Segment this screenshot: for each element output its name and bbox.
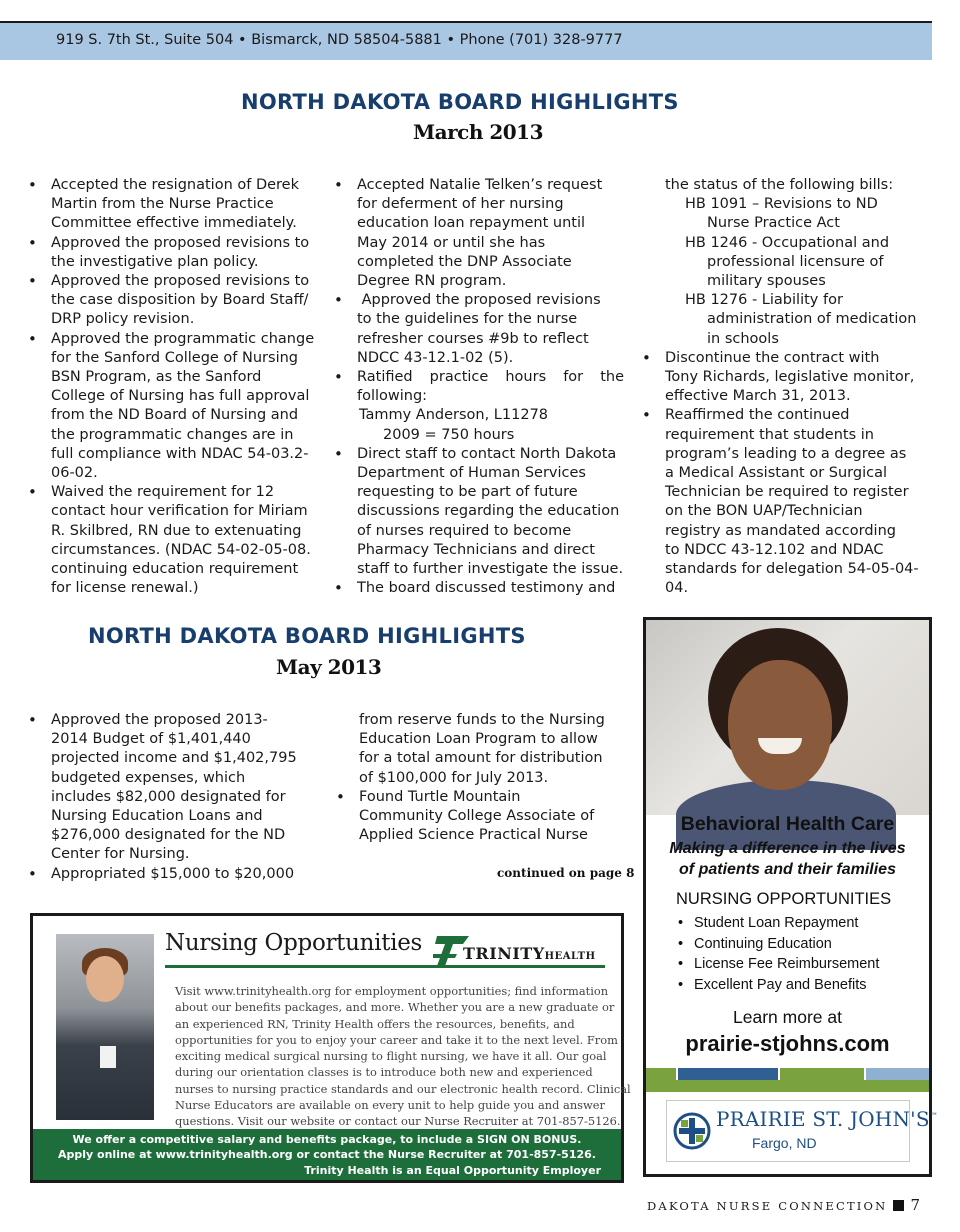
text-line: Education Loan Program to allow — [359, 731, 598, 748]
text-line: refresher courses #9b to reflect — [357, 330, 589, 347]
text-line: military spouses — [707, 273, 826, 290]
text-line: • Approved the proposed revisions — [357, 292, 601, 309]
text-line: budgeted expenses, which — [51, 769, 246, 786]
prairie-cross-icon — [673, 1112, 711, 1150]
text-line: • Discontinue the contract with — [665, 349, 880, 366]
text-line: Degree RN program. — [357, 273, 507, 290]
text-line: administration of medication — [707, 311, 917, 328]
prairie-logo-trademark: ™ — [929, 1111, 938, 1121]
trinity-body-line: about our benefits packages, and more. Whether you are a new graduate or — [175, 1000, 615, 1015]
text-line: education loan repayment until — [357, 215, 586, 232]
bullet-list — [332, 176, 624, 598]
text-line: the programmatic changes are in — [51, 426, 294, 443]
march-section-title: NORTH DAKOTA BOARD HIGHLIGHTS — [241, 90, 679, 114]
text-line: registry as mandated according — [665, 522, 896, 539]
trinity-logo-word: TRINITY — [463, 944, 545, 963]
text-line: BSN Program, as the Sanford — [51, 369, 262, 386]
text-line: full compliance with NDAC 54-03.2- — [51, 445, 309, 462]
prairie-logo-wordmark: PRAIRIE ST. JOHN'S — [716, 1107, 930, 1131]
march-section-date: March 2013 — [413, 120, 543, 144]
text-line: R. Skilbred, RN due to extenuating — [51, 522, 302, 539]
text-line: completed the DNP Associate — [357, 253, 572, 270]
text-line: • Accepted the resignation of Derek — [51, 177, 300, 193]
text-line: • Reaffirmed the continued — [665, 407, 850, 424]
bullet-item — [640, 406, 925, 598]
text-line: effective March 31, 2013. — [665, 388, 851, 405]
text-line: the investigative plan policy. — [51, 253, 259, 270]
trinity-body-line: opportunities for you to enjoy your career and take it to the next level. From — [175, 1032, 618, 1047]
trinity-body-line: an experienced RN, Trinity Health offers the resources, benefits, and — [175, 1016, 575, 1031]
text-line: • Direct staff to contact North Dakota — [357, 445, 617, 462]
text-line: the status of the following bills: — [665, 177, 894, 193]
text-line: contact hour verification for Miriam — [51, 503, 308, 520]
trinity-ad-rule — [165, 965, 605, 968]
prairie-benefit-item: • License Fee Reimbursement — [678, 954, 879, 975]
may-column-2 — [334, 711, 626, 845]
bullet-item — [332, 368, 624, 445]
text-line: • Ratified practice hours for the — [357, 369, 624, 386]
bullet-item — [26, 176, 321, 234]
text-line: Applied Science Practical Nurse — [359, 827, 588, 844]
prairie-logo-name — [716, 1107, 938, 1131]
text-line: Nurse Practice Act — [707, 215, 840, 232]
bullet-item — [332, 291, 624, 368]
nurse-portrait-photo — [646, 620, 929, 815]
text-line: of nurses required to become — [357, 522, 572, 539]
text-line: Martin from the Nurse Practice — [51, 196, 274, 213]
text-line: projected income and $1,402,795 — [51, 750, 297, 767]
text-line: the case disposition by Board Staff/ — [51, 292, 309, 309]
text-line: in schools — [707, 330, 779, 347]
may-section-title: NORTH DAKOTA BOARD HIGHLIGHTS — [88, 624, 526, 648]
text-line: Technician be required to register — [665, 484, 909, 501]
trinity-footer-line-1: We offer a competitive salary and benefits package, to include a SIGN ON BONUS. — [72, 1133, 582, 1146]
prairie-tagline — [646, 838, 929, 880]
text-line: Committee effective immediately. — [51, 215, 297, 232]
text-line: • Approved the proposed revisions to — [51, 234, 310, 251]
text-line: Center for Nursing. — [51, 846, 190, 863]
trinity-body-line: questions. Visit our website or contact our Nurse Recruiter at 701-857-5126. — [175, 1114, 621, 1129]
bullet-item — [26, 865, 321, 884]
trinity-body-line: Nurse Educators are available on every unit to help guide you and answer — [175, 1098, 605, 1113]
text-line: 2009 = 750 hours — [383, 426, 515, 443]
text-line: for the Sanford College of Nursing — [51, 349, 298, 366]
text-line: • Appropriated $15,000 to $20,000 — [51, 865, 295, 882]
text-line: $276,000 designated for the ND — [51, 827, 286, 844]
bullet-item — [332, 176, 624, 291]
trinity-ad-title: Nursing Opportunities — [165, 930, 423, 956]
header-address: 919 S. 7th St., Suite 504 • Bismarck, ND 58504-5881 • Phone (701) 328-9777 — [56, 32, 623, 48]
text-line: Pharmacy Technicians and direct — [357, 541, 595, 558]
text-line: standards for delegation 54-05-04- — [665, 561, 919, 578]
text-line: • Approved the proposed 2013- — [51, 712, 268, 728]
continued-note: continued on page 8 — [497, 866, 635, 880]
text-line: HB 1276 - Liability for — [685, 292, 843, 309]
march-column-2 — [332, 176, 624, 598]
trinity-body-line: during our orientation classes is to introduce both new and experienced — [175, 1065, 593, 1080]
text-line: professional licensure of — [707, 253, 884, 270]
prairie-logo-city: Fargo, ND — [752, 1135, 817, 1151]
march-column-1 — [26, 176, 321, 598]
text-line: • Waived the requirement for 12 — [51, 484, 275, 501]
text-line: circumstances. (NDAC 54-02-05-08. — [51, 541, 311, 558]
trinity-body-line: nurses to nursing practice standards and our electronic health record. Clinical — [175, 1081, 631, 1096]
bullet-list — [26, 711, 321, 884]
text-line: Tammy Anderson, L11278 — [359, 407, 549, 424]
text-line: from reserve funds to the Nursing — [359, 712, 605, 728]
text-line: includes $82,000 designated for — [51, 788, 286, 805]
text-line: 2014 Budget of $1,401,440 — [51, 731, 251, 748]
text-line: a Medical Assistant or Surgical — [665, 465, 887, 482]
prairie-benefit-item: • Excellent Pay and Benefits — [678, 975, 879, 996]
text-line: to NDCC 43-12.102 and NDAC — [665, 541, 884, 558]
text-line: Tony Richards, legislative monitor, — [665, 369, 915, 386]
trinity-body-line: exciting medical surgical nursing to flight nursing, we have it all. Our goal — [175, 1049, 607, 1064]
text-line: staff to further investigate the issue. — [357, 561, 624, 578]
text-line: requesting to be part of future — [357, 484, 578, 501]
text-line: DRP policy revision. — [51, 311, 195, 328]
prairie-tagline-line-1: Making a difference in the lives — [669, 840, 906, 857]
bullet-list — [334, 788, 626, 846]
prairie-subhead: NURSING OPPORTUNITIES — [676, 890, 892, 908]
bullet-item — [332, 445, 624, 579]
text-line: • Accepted Natalie Telken’s request — [357, 177, 603, 193]
trinity-health-ad[interactable] — [30, 913, 631, 1183]
text-line: for a total amount for distribution — [359, 750, 603, 767]
text-line: program’s leading to a degree as — [665, 445, 907, 462]
text-line: requirement that students in — [665, 426, 874, 443]
text-line: • The board discussed testimony and — [357, 580, 616, 597]
text-line: discussions regarding the education — [357, 503, 620, 520]
prairie-tagline-line-2: of patients and their families — [679, 861, 896, 878]
prairie-st-johns-ad[interactable] — [643, 617, 938, 1177]
bullet-list — [26, 176, 321, 598]
text-line: for deferment of her nursing — [357, 196, 564, 213]
text-line: • Approved the proposed revisions to — [51, 273, 310, 290]
text-line: May 2014 or until she has — [357, 234, 546, 251]
text-line: NDCC 43-12.1-02 (5). — [357, 349, 514, 366]
text-line: from the ND Board of Nursing and — [51, 407, 299, 424]
trinity-logo-sub: HEALTH — [544, 951, 596, 962]
text-line: • Found Turtle Mountain — [359, 788, 521, 805]
text-line: Nursing Education Loans and — [51, 808, 263, 825]
bullet-item — [640, 349, 925, 407]
bullet-item — [26, 330, 321, 484]
footer-square-icon — [893, 1200, 904, 1211]
bullet-item — [26, 234, 321, 272]
prairie-benefits-list — [678, 913, 879, 995]
bullet-list — [640, 349, 925, 599]
bullet-item — [334, 788, 626, 846]
trinity-footer-line-3: Trinity Health is an Equal Opportunity Employer — [304, 1164, 601, 1177]
prairie-headline: Behavioral Health Care — [680, 813, 895, 835]
text-line: 04. — [665, 580, 689, 597]
trinity-body-line: Visit www.trinityhealth.org for employment opportunities; find information — [175, 984, 609, 998]
bullet-item — [332, 579, 624, 598]
text-line: Community College Associate of — [359, 808, 595, 825]
prairie-logo — [666, 1100, 938, 1162]
text-line: on the BON UAP/Technician — [665, 503, 863, 520]
text-line: HB 1091 – Revisions to ND — [685, 196, 878, 213]
trinity-ad-footer — [33, 1129, 621, 1180]
prairie-learn-more: Learn more at — [733, 1007, 842, 1027]
bullet-item — [26, 272, 321, 330]
text-line: HB 1246 - Occupational and — [685, 234, 890, 251]
text-line: to the guidelines for the nurse — [357, 311, 578, 328]
page-number: 7 — [910, 1196, 920, 1214]
march-column-3 — [640, 176, 925, 598]
prairie-benefit-item: • Continuing Education — [678, 934, 879, 955]
text-line: for license renewal.) — [51, 580, 199, 597]
page-footer — [647, 1196, 920, 1214]
text-line: continuing education requirement — [51, 561, 299, 578]
bullet-item — [26, 483, 321, 598]
text-line: following: — [357, 388, 428, 405]
prairie-url-link[interactable]: prairie-stjohns.com — [685, 1031, 890, 1056]
may-column-1 — [26, 711, 321, 884]
trinity-logo-text — [463, 944, 596, 963]
text-line: • Approved the programmatic change — [51, 330, 315, 347]
may-section-date: May 2013 — [276, 655, 382, 679]
trinity-footer-line-2: Apply online at www.trinityhealth.org or contact the Nurse Recruiter at 701-857-5126. — [58, 1148, 596, 1161]
nurse-photo — [56, 934, 154, 1120]
bullet-item — [26, 711, 321, 865]
trinity-ad-body — [175, 983, 631, 1130]
text-line: of $100,000 for July 2013. — [359, 769, 549, 786]
prairie-color-stripes — [646, 1068, 929, 1092]
prairie-benefit-item: • Student Loan Repayment — [678, 913, 879, 934]
text-line: College of Nursing has full approval — [51, 388, 310, 405]
text-line: Department of Human Services — [357, 465, 586, 482]
text-line: 06-02. — [51, 465, 98, 482]
publication-name: DAKOTA NURSE CONNECTION — [647, 1199, 888, 1213]
